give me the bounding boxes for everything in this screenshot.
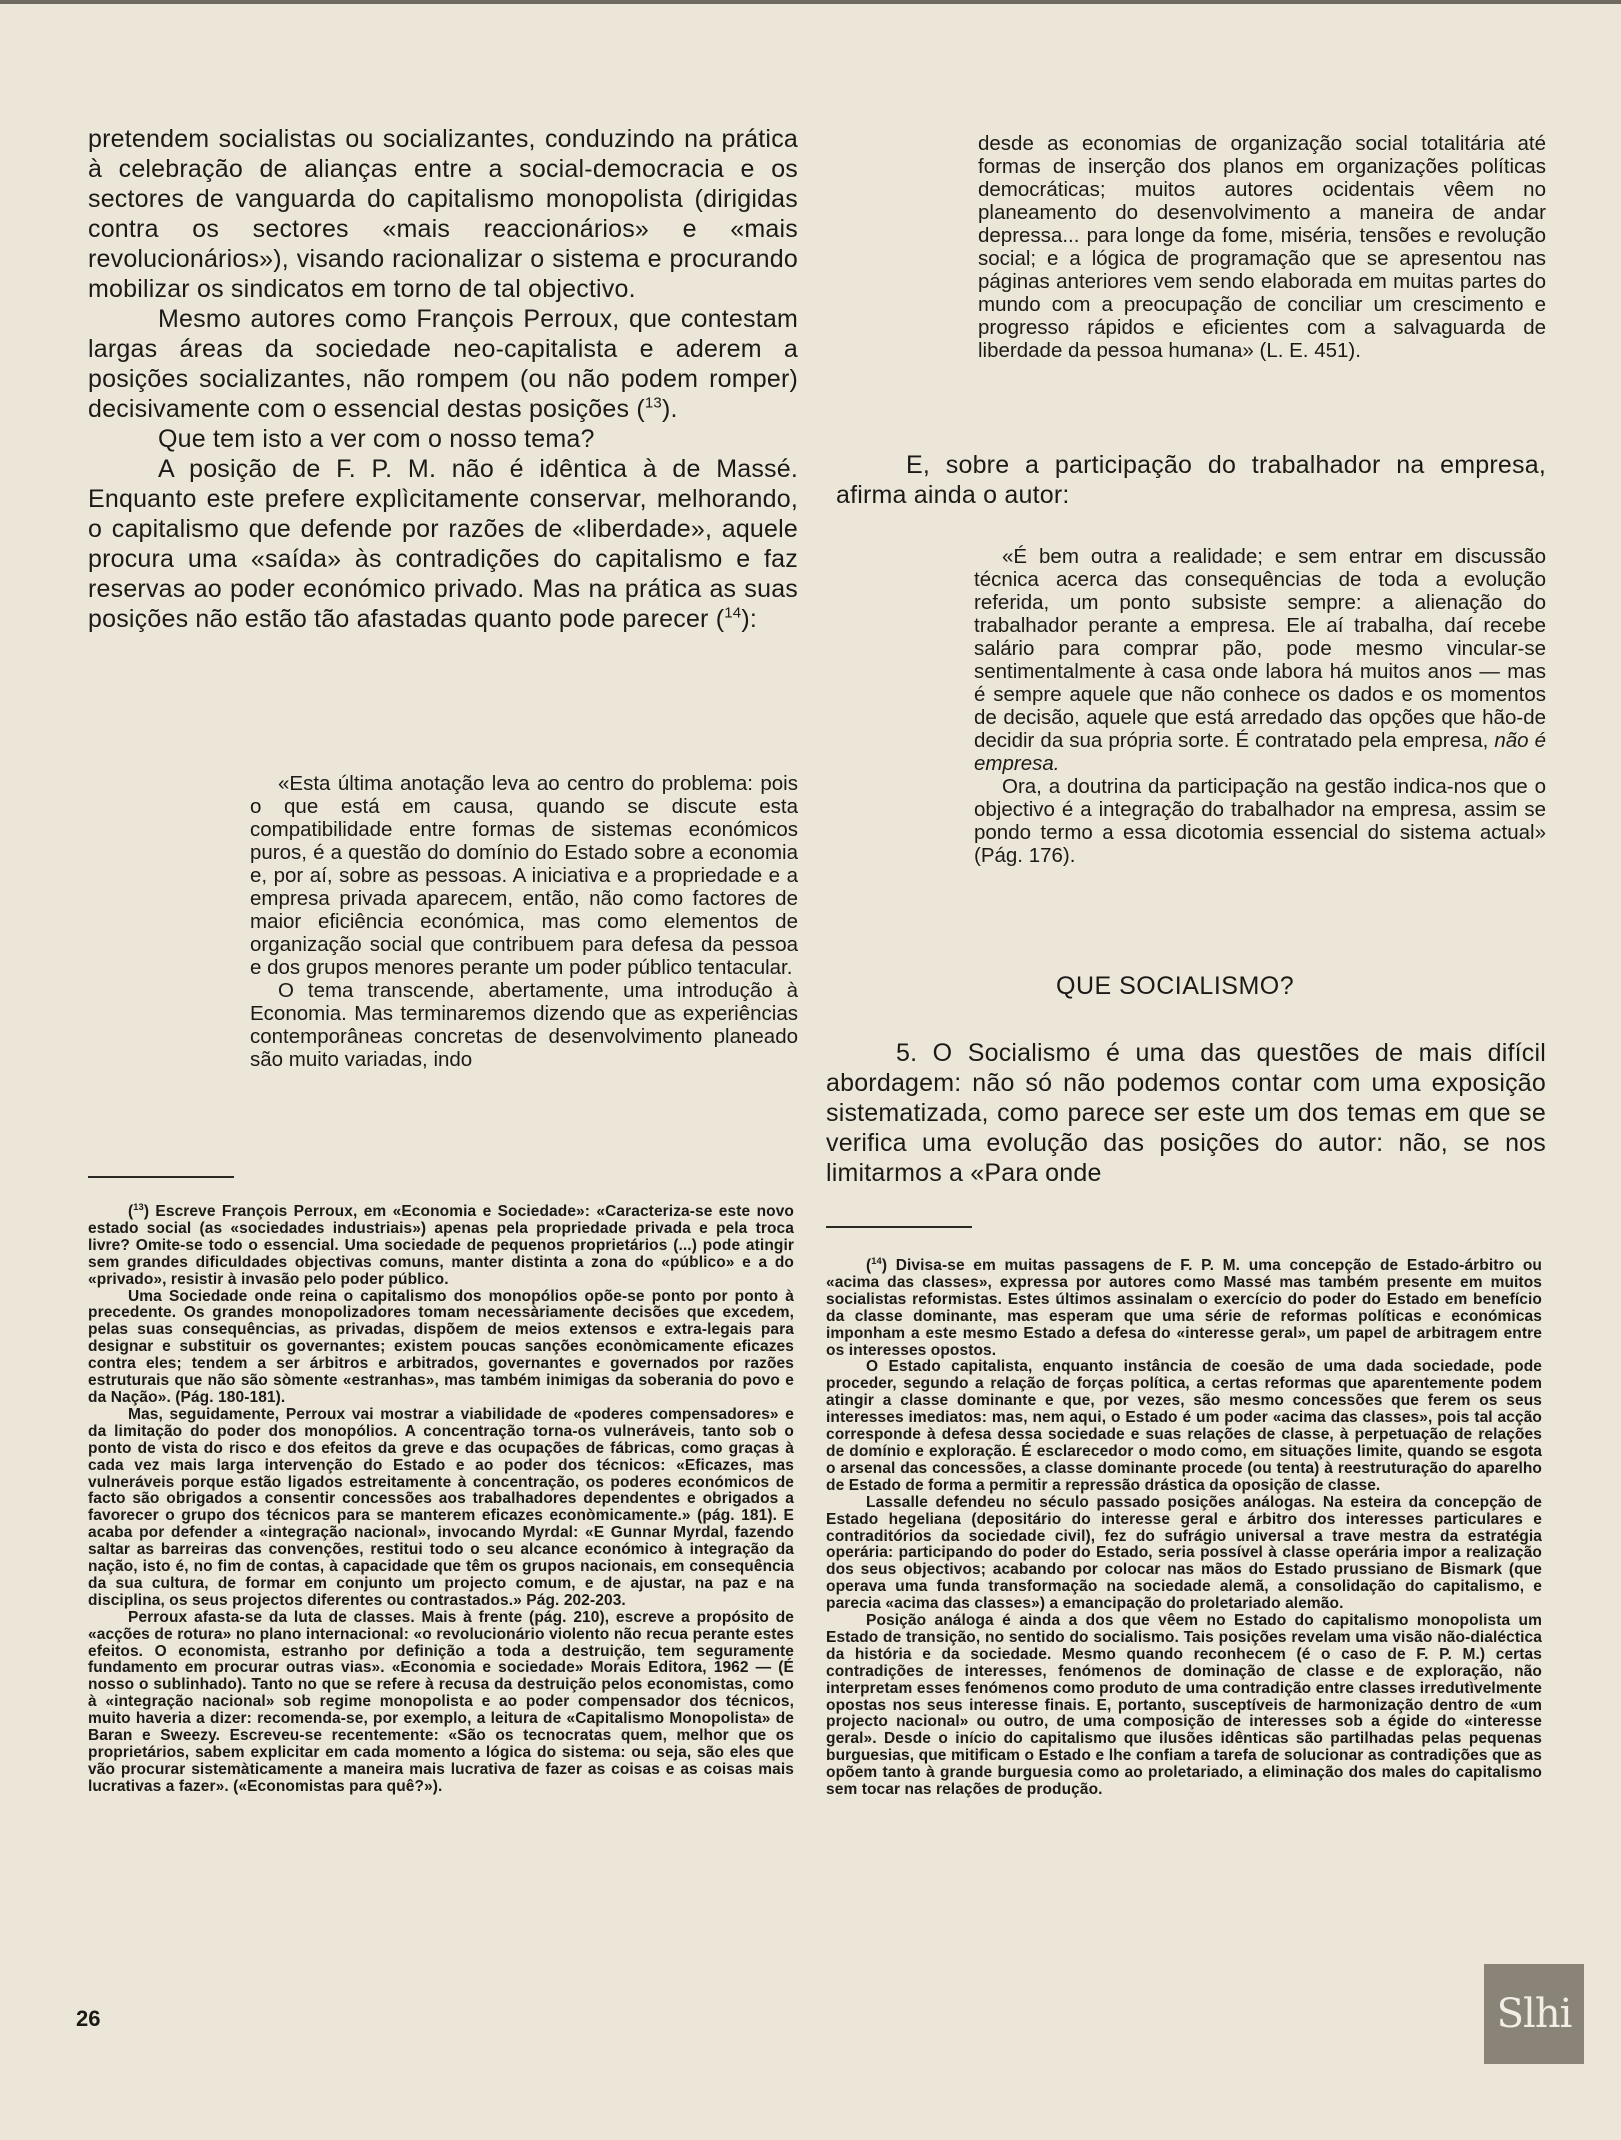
left-column-text [88, 124, 798, 634]
quote-paragraph: O tema transcende, abertamente, uma introdução à Economia. Mas terminaremos dizendo que as experiências contemporâneas concretas de desenvolvimento planeado são muito variadas, indo [250, 979, 798, 1071]
footnote-paragraph: Lassalle defendeu no século passado posições análogas. Na esteira da concepção de Estado hegeliana (depositário do interesse geral e árbitro dos interesses particulares e contraditórios da sociedade civil), fez do sufrágio universal a trave mestra da estratégia operária: participando do poder do Estado, seria possível à classe operária impor a realização dos seus objectivos; acabando por colocar nas mãos do Estado prussiano de Bismark (que operava uma funda transformação na sociedade alemã, a consolidação do capitalismo, e parecia «acima das classes») a emancipação do proletariado alemão. [826, 1493, 1542, 1613]
paragraph: 5. O Socialismo é uma das questões de mais difícil abordagem: não só não podemos contar com uma exposição sistematizada, como parece ser este um dos temas em que se verifica uma evolução das posições do autor: não, se nos limitarmos a «Para onde [826, 1039, 1546, 1187]
page-top-edge [0, 0, 1621, 4]
quote-paragraph: desde as economias de organização social totalitária até formas de inserção dos planos em organizações políticas democráticas; muitos autores ocidentais vêem no planeamento do desenvolvimento a maneira de andar depressa... para longe da fome, miséria, tensões e revolução social; e a lógica de programação que se apresentou nas páginas anteriores vem sendo elaborada em muitas partes do mundo com a preocupação de conciliar um crescimento e progresso rápidos e eficientes com a salvaguarda de liberdade da pessoa humana» (L. E. 451). [978, 132, 1546, 362]
right-paragraph-socialism [826, 1038, 1546, 1188]
archive-logo: Slhi [1484, 1964, 1584, 2064]
footnote-13 [88, 1201, 794, 1796]
section-heading: QUE SOCIALISMO? [1056, 972, 1295, 1000]
footnote-paragraph: ($^{14}$) Divisa-se em muitas passagens de F. P. M. uma concepção de Estado-árbitro ou «acima das classes», expressa por autores como Massé mas também presente em muitos socialistas reformistas. Estes últimos assinalam o exercício do poder do Estado em benefício da classe dominante, mas esperam que uma série de reformas políticas e económicas imponham a este mesmo Estado a defesa do «interesse geral», um papel de arbitragem entre os interesses opostos. [826, 1255, 1542, 1359]
footnote-rule-right [826, 1226, 972, 1228]
footnote-14 [826, 1255, 1542, 1799]
footnote-number: 14 [871, 1255, 882, 1266]
paragraph: Mesmo autores como François Perroux, que contestam largas áreas da sociedade neo-capitalista e aderem a posições socializantes, não rompem (ou não podem romper) decisivamente com o essencial destas posições ($^{13}$). [88, 305, 798, 423]
footnote-paragraph: ($^{13}$) Escreve François Perroux, em «Economia e Sociedade»: «Caracteriza-se este novo estado social (as «sociedades industriais») apenas pela propriedade privada e pela troca livre? Omite-se todo o essencial. Uma sociedade de pequenos proprietários (...) pode atingir sem grandes dificuldades objectivas comuns, manter distinta a zona do «público» e a do «privado», resistir à invasão pelo poder público. [88, 1201, 794, 1288]
footnote-paragraph: O Estado capitalista, enquanto instância de coesão de uma dada sociedade, pode proceder, segundo a relação de forças política, a certas reformas que aparentemente podem atingir a classe dominante e que, por vezes, são mesmo concessões que ferem os seus interesses imediatos: mas, nem aqui, o Estado é um poder «acima das classes», pois tal acção corresponde à defesa dessa sociedade e suas relações de classe, à perpetuação de relações de domínio e exploração. É esclarecedor o modo como, em situações limite, quando se esgota o arsenal das concessões, a classe dominante procede (ou tenta) à reestruturação do aparelho de Estado de forma a permitir a repressão drástica da oposição de classe. [826, 1358, 1542, 1494]
footnote-paragraph: Uma Sociedade onde reina o capitalismo dos monopólios opõe-se ponto por ponto à precedente. Os grandes monopolizadores tomam necessàriamente decisões que excedem, pelas suas consequências, as privadas, dispõem de meios extensos e extra-legais para designar e substituir os governantes; existem poucas sanções econòmicamente eficazes contra eles; tendem a ser árbitros e arbitrados, governantes e governados por razões estruturais que não são sòmente «estranhas», mas também inimigas da soberania do povo e da Nação». (Pág. 180-181). [88, 1287, 794, 1406]
paragraph: E, sobre a participação do trabalhador na empresa, afirma ainda o autor: [836, 451, 1546, 509]
right-block-quote [974, 545, 1546, 867]
footnote-paragraph: Posição análoga é ainda a dos que vêem no Estado do capitalismo monopolista um Estado de transição, no sentido do socialismo. Tais posições revelam uma visão não-dialéctica da história e da sociedade. Mesmo quando reconhecem (é o caso de F. P. M.) certas contradições de interesses, fenómenos de dominação de classe e de exploração, não interpretam esses fenómenos como produto de uma contradição entre classes irredutìvelmente opostas nos seus interesse finais. E, portanto, susceptíveis de harmonização dentro de «um projecto nacional» ou outro, de uma composição de interesses sob a égide do «interesse geral». Desde o início do capitalismo que ilusões idênticas são partilhadas pelas pequenas burguesias, que mitificam o Estado e lhe confiam a tarefa de solucionar as contradições que as opõem tanto à grande burguesia como ao proletariado, a eliminação dos males do capitalismo sem tocar nas relações de produção. [826, 1612, 1542, 1799]
footnote-number: 13 [133, 1201, 144, 1212]
quote-paragraph: Ora, a doutrina da participação na gestão indica-nos que o objectivo é a integração do trabalhador na empresa, assim se pondo termo a essa dicotomia essencial do sistema actual» (Pág. 176). [974, 775, 1546, 867]
page-number: 26 [76, 2006, 101, 2031]
quote-paragraph: «Esta última anotação leva ao centro do problema: pois o que está em causa, quando se discute esta compatibilidade entre formas de sistemas económicos puros, é a questão do domínio do Estado sobre a economia e, por aí, sobre as pessoas. A iniciativa e a propriedade e a empresa privada aparecem, então, não como factores de maior eficiência económica, mas como elementos de organização social que contribuem para defesa da pessoa e dos grupos menores perante um poder público tentacular. [250, 772, 798, 979]
footnote-ref: 14 [724, 604, 742, 622]
right-quote-continuation [978, 132, 1546, 362]
footnote-paragraph: Mas, seguidamente, Perroux vai mostrar a viabilidade de «poderes compensadores» e da limitação do poder dos monopólios. A concentração torna-os vulneráveis, tanto sob o ponto de vista do risco e dos efeitos da greve e das ocupações de fábricas, como graças à cada vez mais larga intervenção do Estado e ao poder dos técnicos: «Eficazes, mas vulneráveis porque estão ligados estreitamente à concentração, os poderes económicos de facto são obrigados a consentir concessões aos trabalhadores dependentes e obrigados a favorecer o grupo dos técnicos para se manterem eficazes econòmicamente.» (pág. 181). E acaba por defender a «integração nacional», invocando Myrdal: «E Gunnar Myrdal, fazendo saltar as barreiras das convenções, restitui todo o seu alcance económico à integração da nação, isto é, no fim de contas, à capacidade que têm os grupos nacionais, em consequência da sua cultura, de formar em conjunto um projecto comum, e de ajustar, na paz e na disciplina, os seus projectos diferentes ou contrastados.» Pág. 202-203. [88, 1405, 794, 1609]
left-block-quote [250, 772, 798, 1071]
paragraph: Que tem isto a ver com o nosso tema? [158, 425, 595, 453]
right-paragraph-participation [836, 450, 1546, 510]
emphasis: não é empresa. [974, 729, 1546, 775]
paragraph: pretendem socialistas ou socializantes, conduzindo na prática à celebração de alianças entre a social-democracia e os sectores de vanguarda do capitalismo monopolista (dirigidas contra os sectores «mais reaccionários» e «mais revolucionários»), visando racionalizar o sistema e procurando mobilizar os sindicatos em torno de tal objectivo. [88, 125, 798, 303]
footnote-rule-left [88, 1176, 234, 1178]
paragraph: A posição de F. P. M. não é idêntica à de Massé. Enquanto este prefere explìcitamente conservar, melhorando, o capitalismo que defende por razões de «liberdade», aquele procura uma «saída» às contradições do capitalismo e faz reservas ao poder económico privado. Mas na prática as suas posições não estão tão afastadas quanto pode parecer ($^{14}$): [88, 455, 798, 633]
footnote-ref: 13 [644, 394, 662, 412]
quote-paragraph: «É bem outra a realidade; e sem entrar em discussão técnica acerca das consequências de toda a evolução referida, um ponto subsiste sempre: a alienação do trabalhador perante a empresa. Ele aí trabalha, daí recebe salário para comprar pão, pode mesmo vincular-se sentimentalmente à casa onde labora há muitos anos — mas é sempre aquele que não conhece os dados e os momentos de decisão, aquele que está arredado das opções que hão-de decidir da sua própria sorte. É contratado pela empresa, não é empresa. [974, 545, 1546, 775]
footnote-paragraph: Perroux afasta-se da luta de classes. Mais à frente (pág. 210), escreve a propósito de «acções de rotura» no plano internacional: «o revolucionário violento não recua perante estes efeitos. O economista, estranho por definição a toda a destruição, tem seguramente fundamento em procurar outras vias». «Economia e sociedade» Morais Editora, 1962 — (É nosso o sublinhado). Tanto no que se refere à recusa da destruição pelos economistas, como à «integração nacional» sob regime monopolista e ao poder compensador dos técnicos, muito haveria a dizer: recomenda-se, por exemplo, a leitura de «Capitalismo Monopolista» de Baran e Sweezy. Escreveu-se recentemente: «São os tecnocratas quem, melhor que os proprietários, sabem explicitar em cada momento a lógica do sistema: ou seja, são eles que vão procurar sistemàticamente a maneira mais lucrativa de fazer as coisas e as coisas mais lucrativas a fazer». («Economistas para quê?»). [88, 1608, 794, 1795]
